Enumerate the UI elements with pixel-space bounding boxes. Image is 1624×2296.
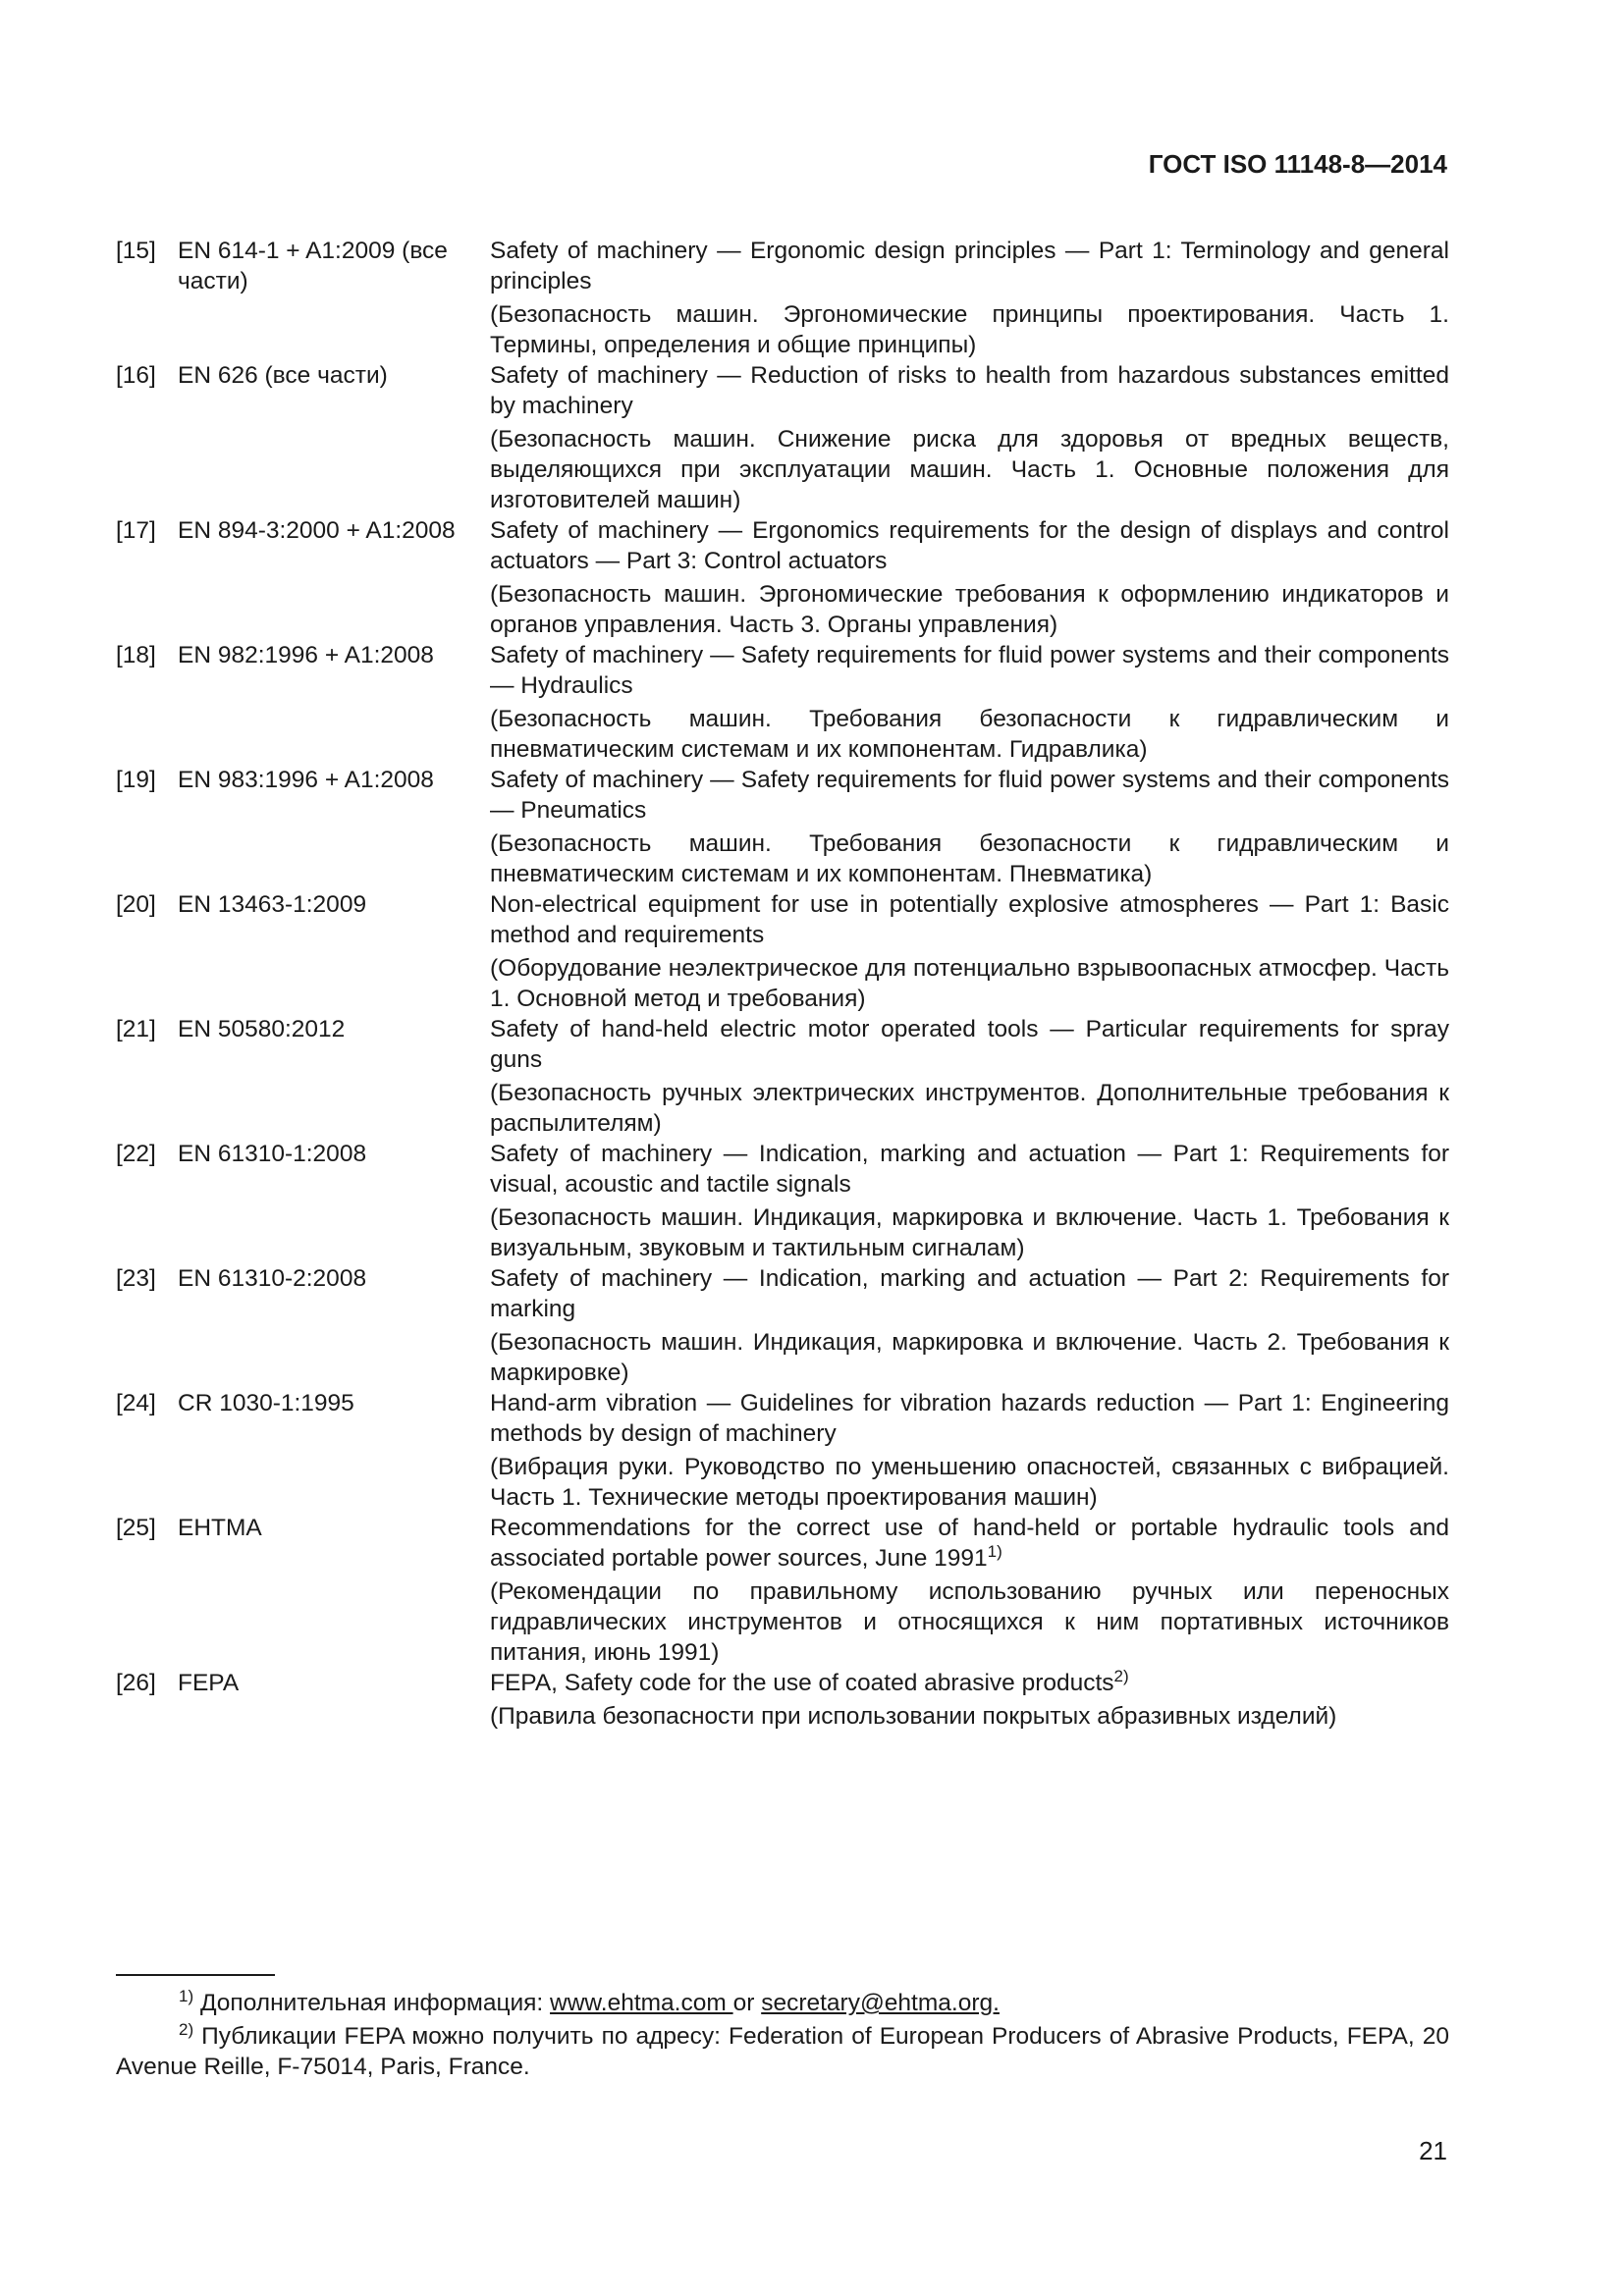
reference-title-en: Safety of machinery — Indication, marking and actuation — Part 2: Requirements for marking [490, 1265, 1449, 1322]
reference-title-ru: (Безопасность машин. Снижение риска для здоровья от вредных веществ, выделяющихся при эксплуатации машин. Часть 1. Основные положения для изготовителей машин) [490, 426, 1449, 513]
footnote-ref-2[interactable]: 2) [1113, 1666, 1129, 1685]
reference-list [116, 236, 1449, 1732]
reference-item-16 [116, 360, 1449, 515]
reference-number: [22] [116, 1141, 156, 1167]
reference-number: [25] [116, 1515, 156, 1541]
reference-item-26 [116, 1668, 1449, 1732]
reference-item-22 [116, 1139, 1449, 1263]
reference-text [490, 515, 1449, 640]
reference-title-en: Safety of machinery — Safety requirements for fluid power systems and their components — Pneumatics [490, 767, 1449, 824]
reference-title-en: Safety of machinery — Ergonomic design principles — Part 1: Terminology and general principles [490, 238, 1449, 294]
reference-title-en: Safety of machinery — Reduction of risks to health from hazardous substances emitted by machinery [490, 362, 1449, 419]
reference-number: [16] [116, 362, 156, 389]
reference-title-en: Hand-arm vibration — Guidelines for vibration hazards reduction — Part 1: Engineering methods by design of machinery [490, 1390, 1449, 1447]
reference-title-en-text: FEPA, Safety code for the use of coated abrasive products [490, 1670, 1114, 1696]
reference-text [490, 1388, 1449, 1513]
reference-title-en: Non-electrical equipment for use in potentially explosive atmospheres — Part 1: Basic method and requirements [490, 891, 1449, 948]
reference-title-ru: (Безопасность машин. Требования безопасности к гидравлическим и пневматическим системам и их компонентам. Гидравлика) [490, 706, 1449, 763]
reference-title-ru: (Оборудование неэлектрическое для потенциально взрывоопасных атмосфер. Часть 1. Основной метод и требования) [490, 955, 1449, 1012]
footnote-2-mark: 2) [179, 2019, 194, 2039]
reference-text [490, 765, 1449, 889]
reference-number: [24] [116, 1390, 156, 1416]
reference-title-ru: (Вибрация руки. Руководство по уменьшению опасностей, связанных с вибрацией. Часть 1. Технические методы проектирования машин) [490, 1454, 1449, 1511]
reference-code: EN 982:1996 + A1:2008 [178, 642, 434, 668]
reference-text [490, 360, 1449, 515]
reference-title-ru: (Безопасность машин. Эргономические требования к оформлению индикаторов и органов управления. Часть 3. Органы управления) [490, 581, 1449, 638]
reference-code: CR 1030-1:1995 [178, 1390, 354, 1416]
reference-number: [20] [116, 891, 156, 918]
footnote-2 [116, 2021, 1449, 2082]
footnote-separator [116, 1974, 275, 1976]
page-number: 21 [1419, 2136, 1447, 2165]
footnote-2-text: Публикации FEPA можно получить по адресу: Federation of European Producers of Abrasive Products, FEPA, 20 Avenue Reille, F-75014, Paris, France. [116, 2023, 1449, 2080]
reference-item-17 [116, 515, 1449, 640]
reference-code: EN 61310-1:2008 [178, 1141, 367, 1167]
reference-number: [17] [116, 517, 156, 544]
reference-title-en: Safety of hand-held electric motor operated tools — Particular requirements for spray guns [490, 1016, 1449, 1073]
reference-text [490, 236, 1449, 360]
reference-title-en: Safety of machinery — Ergonomics requirements for the design of displays and control actuators — Part 3: Control actuators [490, 517, 1449, 574]
reference-title-ru: (Безопасность машин. Требования безопасности к гидравлическим и пневматическим системам и их компонентам. Пневматика) [490, 830, 1449, 887]
reference-item-20 [116, 889, 1449, 1014]
reference-item-23 [116, 1263, 1449, 1388]
reference-code: EHTMA [178, 1515, 262, 1541]
ehtma-website-link[interactable]: www.ehtma.com [550, 1990, 733, 2016]
footnote-1 [116, 1988, 1449, 2018]
reference-item-21 [116, 1014, 1449, 1139]
footnote-1-text: Дополнительная информация: [199, 1990, 544, 2016]
reference-code: FEPA [178, 1670, 240, 1696]
page-header-doc-id: ГОСТ ISO 11148-8—2014 [1148, 149, 1447, 179]
footnote-1-joiner: or [732, 1990, 755, 2016]
reference-title-en [490, 1668, 1449, 1698]
reference-title-ru: (Рекомендации по правильному использованию ручных или переносных гидравлических инструментов и относящихся к ним портативных источников питания, июнь 1991) [490, 1578, 1449, 1666]
reference-item-19 [116, 765, 1449, 889]
reference-item-24 [116, 1388, 1449, 1513]
reference-number: [15] [116, 238, 156, 264]
reference-title-ru: (Безопасность машин. Эргономические принципы проектирования. Часть 1. Термины, определения и общие принципы) [490, 301, 1449, 358]
reference-code: EN 50580:2012 [178, 1016, 346, 1042]
reference-title-ru: (Правила безопасности при использовании покрытых абразивных изделий) [490, 1703, 1337, 1730]
reference-title-en [490, 1513, 1449, 1574]
reference-number: [23] [116, 1265, 156, 1292]
reference-title-en-text: Recommendations for the correct use of hand-held or portable hydraulic tools and associated portable power sources, June 1991 [490, 1515, 1449, 1572]
reference-title-en: Safety of machinery — Indication, marking and actuation — Part 1: Requirements for visual, acoustic and tactile signals [490, 1141, 1449, 1198]
reference-item-18 [116, 640, 1449, 765]
reference-title-en: Safety of machinery — Safety requirements for fluid power systems and their components — Hydraulics [490, 642, 1449, 699]
reference-text [490, 1139, 1449, 1263]
footnotes [116, 1988, 1449, 2082]
reference-text [490, 1263, 1449, 1388]
reference-text [490, 1513, 1449, 1668]
ehtma-email-link[interactable]: secretary@ehtma.org. [761, 1990, 1000, 2016]
footnote-ref-1[interactable]: 1) [987, 1541, 1002, 1561]
reference-text [490, 1668, 1449, 1732]
footnote-1-mark: 1) [179, 1986, 194, 2005]
reference-code: EN 983:1996 + A1:2008 [178, 767, 434, 793]
reference-text [490, 640, 1449, 765]
reference-code: EN 626 (все части) [178, 362, 388, 389]
reference-number: [21] [116, 1016, 156, 1042]
reference-number: [19] [116, 767, 156, 793]
reference-item-25 [116, 1513, 1449, 1668]
reference-title-ru: (Безопасность машин. Индикация, маркировка и включение. Часть 1. Требования к визуальным, звуковым и тактильным сигналам) [490, 1204, 1449, 1261]
reference-title-ru: (Безопасность ручных электрических инструментов. Дополнительные требования к распылителям) [490, 1080, 1449, 1137]
reference-number: [26] [116, 1670, 156, 1696]
reference-code: EN 13463-1:2009 [178, 891, 367, 918]
reference-item-15 [116, 236, 1449, 360]
reference-text [490, 1014, 1449, 1139]
reference-code: EN 61310-2:2008 [178, 1265, 367, 1292]
reference-code: EN 614-1 + A1:2009 (все части) [178, 238, 448, 294]
reference-code: EN 894-3:2000 + A1:2008 [178, 517, 456, 544]
reference-title-ru: (Безопасность машин. Индикация, маркировка и включение. Часть 2. Требования к маркировке) [490, 1329, 1449, 1386]
reference-text [490, 889, 1449, 1014]
reference-number: [18] [116, 642, 156, 668]
